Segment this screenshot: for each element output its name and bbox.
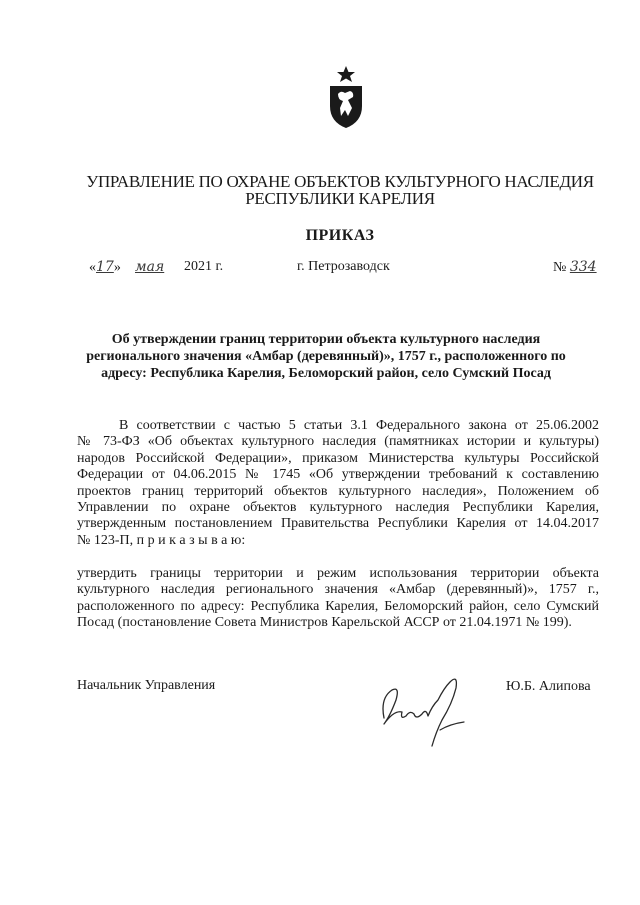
text-line: расположенного по адресу: Республика Карелия, Беломорский район, село Сумский	[77, 598, 599, 614]
text-line: Федерации от 04.06.2015 № 1745 «Об утверждении требований к составлению	[77, 467, 599, 483]
date-day: «17»	[89, 259, 121, 275]
text-line: В соответствии с частью 5 статьи 3.1 Федерального закона от 25.06.2002	[119, 418, 599, 433]
preamble-paragraph	[77, 418, 599, 549]
organization-name-line2: РЕСПУБЛИКИ КАРЕЛИЯ	[245, 189, 435, 208]
text-line: утвердить границы территории и режим использования территории объекта	[77, 566, 599, 581]
text-line: № 73-ФЗ «Об объектах культурного наследия (памятниках истории и культуры)	[77, 434, 599, 450]
text-line: проектов границ территорий объектов культурного наследия», Положением об	[77, 483, 599, 499]
subject-line: регионального значения «Амбар (деревянный)», 1757 г., расположенного по	[86, 349, 566, 364]
signatory-position: Начальник Управления	[77, 678, 216, 693]
subject-line: адресу: Республика Карелия, Беломорский район, село Сумский Посад	[101, 366, 551, 381]
text-line: культурного наследия регионального значения «Амбар (деревянный)», 1757 г.,	[77, 582, 599, 598]
handwritten-signature	[370, 660, 470, 750]
organization-name-line1: УПРАВЛЕНИЕ ПО ОХРАНЕ ОБЪЕКТОВ КУЛЬТУРНОГО НАСЛЕДИЯ	[86, 172, 594, 191]
order-number: № 334	[553, 259, 597, 275]
coat-of-arms-icon	[326, 64, 366, 130]
subject-line: Об утверждении границ территории объекта культурного наследия	[111, 332, 541, 347]
place-of-issue: г. Петрозаводск	[297, 259, 390, 274]
text-line: № 123-П, п р и к а з ы в а ю:	[77, 532, 246, 548]
document-type-title: ПРИКАЗ	[305, 227, 375, 244]
order-subject	[80, 331, 572, 382]
date-year: 2021 г.	[184, 259, 224, 274]
signatory-name: Ю.Б. Алипова	[506, 679, 591, 694]
text-line: Управлении по охране объектов культурного наследия Республики Карелия,	[77, 499, 599, 515]
text-line: Посад (постановление Совета Министров Карельской АССР от 21.04.1971 № 199).	[77, 615, 572, 631]
text-line: утвержденным постановлением Правительства Республики Карелия от 14.04.2017	[77, 516, 599, 532]
order-paragraph	[77, 566, 599, 632]
text-line: народов Российской Федерации», приказом Министерства культуры Российской	[77, 450, 599, 466]
date-month: мая	[135, 259, 165, 275]
